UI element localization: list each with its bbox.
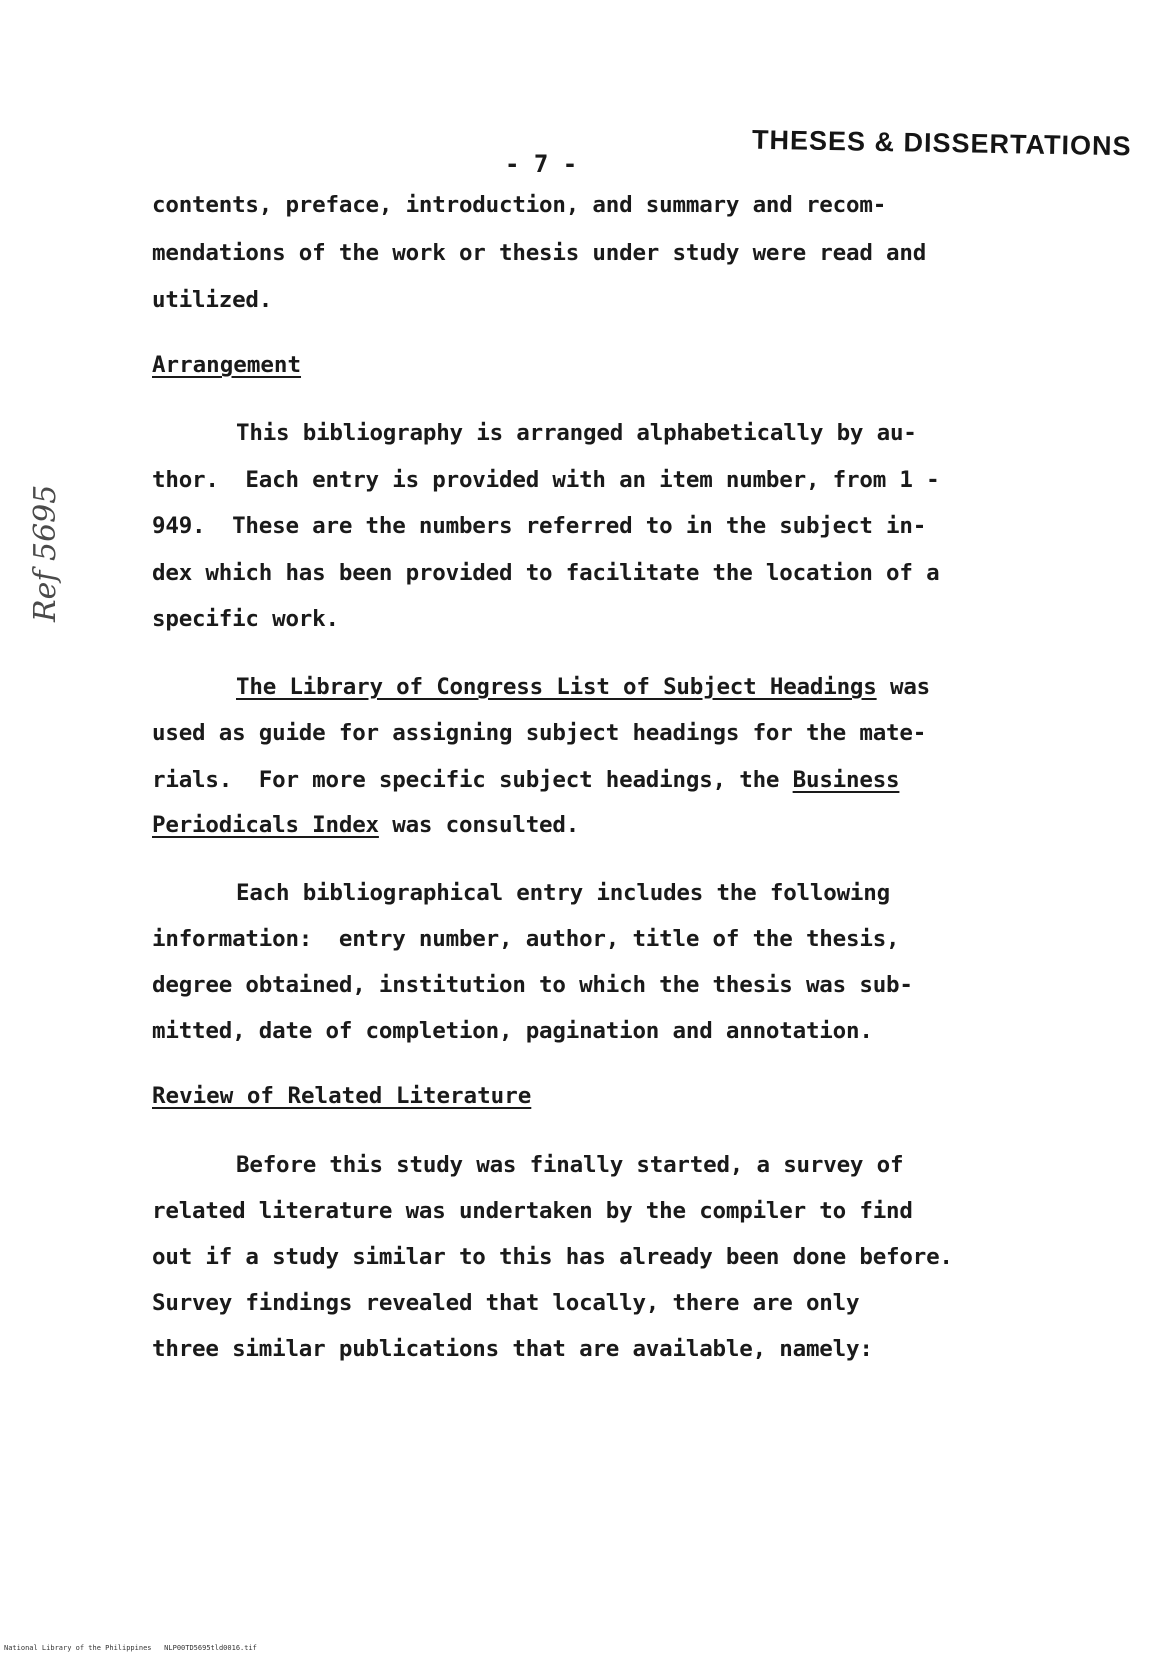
paragraph-3-line-1-rest: was	[876, 674, 931, 700]
paragraph-4-line-3: degree obtained, institution to which the thesis was sub-	[152, 972, 913, 998]
paragraph-3-line-3-start: rials. For more specific subject headings, the	[152, 767, 793, 793]
paragraph-2-line-2: thor. Each entry is provided with an item number, from 1 -	[152, 467, 940, 493]
footer-library-name: National Library of the Philippines	[4, 1644, 152, 1652]
paragraph-2-line-5: specific work.	[152, 606, 339, 632]
handwritten-call-number: Ref 5695	[28, 484, 63, 622]
paragraph-5-line-2: related literature was undertaken by the compiler to find	[152, 1198, 913, 1224]
periodicals-index-title: Periodicals Index	[152, 812, 379, 838]
paragraph-5-line-1: Before this study was finally started, a survey of	[236, 1152, 904, 1178]
business-title: Business	[792, 767, 900, 793]
paragraph-1-line-1: contents, preface, introduction, and summary and recom-	[152, 192, 887, 218]
paragraph-3-line-3	[152, 767, 899, 793]
page-number: - 7 -	[505, 150, 578, 178]
paragraph-4-line-4: mitted, date of completion, pagination and annotation.	[152, 1018, 873, 1044]
paragraph-5-line-3: out if a study similar to this has already been done before.	[152, 1244, 953, 1270]
paragraph-3-line-4	[152, 812, 579, 838]
paragraph-5-line-4: Survey findings revealed that locally, there are only	[152, 1290, 860, 1316]
paragraph-4-line-2: information: entry number, author, title of the thesis,	[152, 926, 900, 952]
paragraph-1-line-2: mendations of the work or thesis under study were read and	[152, 240, 927, 266]
heading-arrangement: Arrangement	[152, 352, 302, 378]
paragraph-3-line-1	[236, 674, 930, 700]
lc-subject-headings-title: The Library of Congress List of Subject Headings	[236, 674, 877, 700]
paragraph-5-line-5: three similar publications that are available, namely:	[152, 1336, 873, 1362]
scan-footer	[4, 1644, 257, 1652]
stamp-theses-dissertations: THESES & DISSERTATIONS	[751, 124, 1132, 162]
paragraph-3-line-2: used as guide for assigning subject headings for the mate-	[152, 720, 927, 746]
paragraph-4-line-1: Each bibliographical entry includes the following	[236, 880, 890, 906]
paragraph-2-line-3: 949. These are the numbers referred to in the subject in-	[152, 513, 927, 539]
footer-file-name: NLP00TD5695tld0016.tif	[164, 1644, 257, 1652]
paragraph-2-line-1: This bibliography is arranged alphabetically by au-	[236, 420, 917, 446]
paragraph-2-line-4: dex which has been provided to facilitate the location of a	[152, 560, 940, 586]
heading-review-related-literature: Review of Related Literature	[152, 1083, 532, 1109]
paragraph-3-line-4-rest: was consulted.	[378, 812, 580, 838]
paragraph-1-line-3: utilized.	[152, 287, 273, 313]
